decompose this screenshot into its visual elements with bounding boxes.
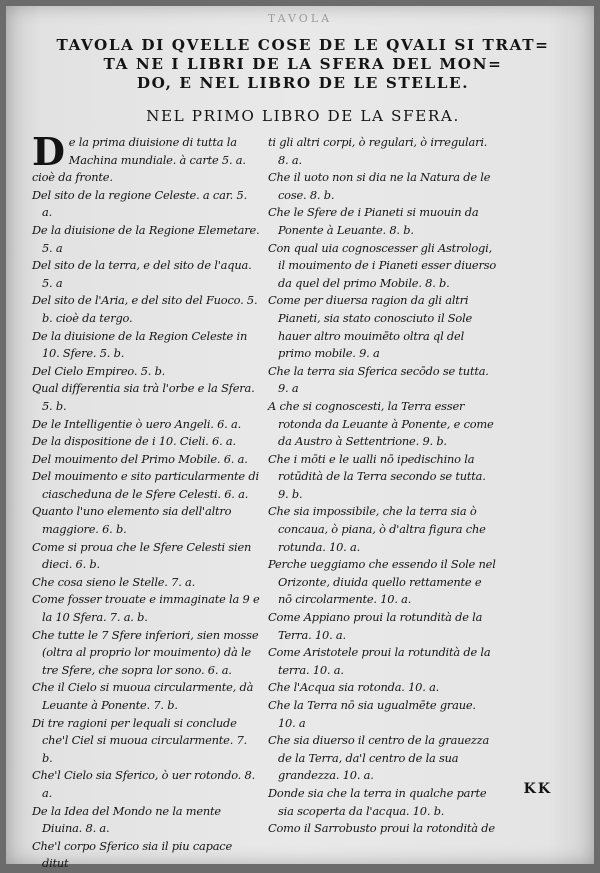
running-head-showthrough: TAVOLA — [267, 12, 333, 25]
index-entry: Che la Terra nō sia ugualmēte graue. 10. a — [268, 698, 476, 730]
index-entry: Qual differentia sia trà l'orbe e la Sfera. 5. b. — [32, 381, 255, 413]
index-entry: Con qual uia cognoscesser gli Astrologi, il mouimento de i Pianeti esser diuerso da quel del primo Mobile. 8. b. — [268, 240, 497, 290]
index-entry: Perche ueggiamo che essendo il Sole nel Orizonte, diuida quello rettamente e nō circolarmente. 10. a. — [268, 557, 496, 607]
index-entry: Che l'Acqua sia rotonda. 10. a. — [268, 680, 440, 695]
index-entry: Che'l Cielo sia Sferico, ò uer rotondo. 8. a. — [32, 768, 255, 800]
index-entry: Che il Cielo si muoua circularmente, dà Leuante à Ponente. 7. b. — [32, 680, 254, 712]
index-entry: Che la terra sia Sferica secōdo se tutta. 9. a — [268, 363, 489, 396]
index-entry: Del mouimento del Primo Mobile. 6. a. — [32, 451, 248, 466]
index-entry: Del sito de la regione Celeste. a car. 5. a. — [32, 187, 247, 220]
index-entry: Come per diuersa ragion da gli altri Pianeti, sia stato conosciuto il Sole hauer altro mouimēto oltra ql del primo mobile. 9. a — [268, 293, 473, 361]
index-entry: Che cosa sieno le Stelle. 7. a. — [32, 574, 196, 589]
index-entry: Che i mōti e le ualli nō ipedischino la rotūdità de la Terra secondo se tutta. 9. b. — [268, 451, 486, 501]
index-entry: ti gli altri corpi, ò regulari, ò irregulari. 8. a. — [268, 135, 488, 167]
signature-mark: KK — [523, 781, 552, 797]
page-title — [36, 36, 570, 93]
index-entry: Como il Sarrobusto proui la rotondità de — [268, 821, 495, 836]
index-entry: Come si proua che le Sfere Celesti sien dieci. 6. b. — [32, 539, 252, 572]
index-entry: Donde sia che la terra in qualche parte sia scoperta da l'acqua. 10. b. — [268, 785, 487, 818]
index-entry: De la dispositione de i 10. Cieli. 6. a. — [32, 434, 236, 449]
index-entry: Come fosser trouate e immaginate la 9 e la 10 Sfera. 7. a. b. — [32, 592, 260, 625]
book-page — [6, 6, 594, 871]
index-entry: De la Idea del Mondo ne la mente Diuina. 8. a. — [32, 803, 221, 836]
index-entry: Del sito de l'Aria, e del sito del Fuoco. 5. b. cioè da tergo. — [32, 293, 258, 325]
index-entry: A che si cognoscesti, la Terra esser rotonda da Leuante à Ponente, e come da Austro à Settentrione. 9. b. — [268, 398, 494, 449]
title-line: TA NE I LIBRI DE LA SFERA DEL MON= — [103, 55, 503, 73]
index-entry: De la diuisione de la Region Celeste in 10. Sfere. 5. b. — [32, 328, 248, 361]
index-entry: Che tutte le 7 Sfere inferiori, sien mosse (oltra al proprio lor mouimento) dà le tre Sfere, che sopra lor sono. 6. a. — [32, 627, 259, 677]
index-entry: Del mouimento e sito particularmente di ciascheduna de le Sfere Celesti. 6. a. — [32, 469, 259, 501]
right-column-index — [268, 134, 496, 838]
index-entry: Del Cielo Empireo. 5. b. — [32, 363, 166, 378]
index-entry: De la diuisione de la Regione Elemetare. 5. a — [32, 222, 260, 255]
left-column-index — [32, 129, 260, 873]
index-entry: Che sia impossibile, che la terra sia ò concaua, ò piana, ò d'altra figura che rotunda. 10. a. — [268, 504, 486, 554]
index-entry: De le Intelligentie ò uero Angeli. 6. a. — [32, 416, 242, 431]
index-entry: Di tre ragioni per lequali si conclude che'l Ciel si muoua circularmente. 7. b. — [32, 715, 248, 765]
index-entry: Che sia diuerso il centro de la grauezza de la Terra, da'l centro de la sua grandezza. 10. a. — [268, 733, 490, 783]
index-entry: De la prima diuisione di tutta la Machina mundiale. à carte 5. a. cioè da fronte. — [32, 129, 246, 185]
index-entry: Che'l corpo Sferico sia il piu capace ditut — [32, 838, 233, 871]
section-heading: NEL PRIMO LIBRO DE LA SFERA. — [146, 107, 460, 125]
index-entry: Come Appiano proui la rotundità de la Terra. 10. a. — [268, 610, 483, 642]
index-entry: Che il uoto non si dia ne la Natura de le cose. 8. b. — [268, 170, 491, 202]
index-entry: Quanto l'uno elemento sia dell'altro maggiore. 6. b. — [32, 504, 232, 537]
title-line: DO, E NEL LIBRO DE LE STELLE. — [136, 74, 470, 92]
index-entry: Che le Sfere de i Pianeti si muouin da Ponente à Leuante. 8. b. — [268, 205, 479, 237]
index-entry: Del sito de la terra, e del sito de l'aqua. 5. a — [32, 258, 252, 290]
title-line: TAVOLA DI QVELLE COSE DE LE QVALI SI TRAT= — [56, 36, 550, 54]
index-entry: Come Aristotele proui la rotundità de la terra. 10. a. — [268, 645, 491, 677]
